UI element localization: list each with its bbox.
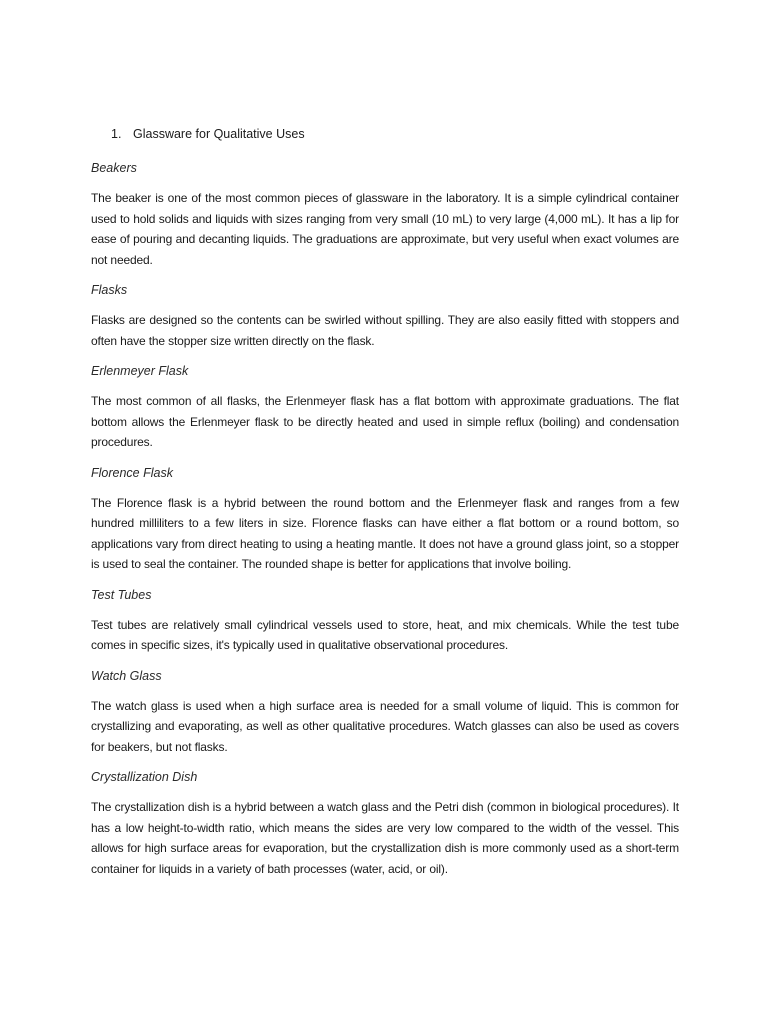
- paragraph-erlenmeyer-flask: The most common of all flasks, the Erlenmeyer flask has a flat bottom with approximate graduations. The flat bottom allows the Erlenmeyer flask to be directly heated and used in simple reflux (boiling) and condensation procedures.: [91, 394, 679, 449]
- subheading-erlenmeyer-flask: Erlenmeyer Flask: [91, 364, 189, 378]
- paragraph-test-tubes: Test tubes are relatively small cylindrical vessels used to store, heat, and mix chemicals. While the test tube comes in specific sizes, it's typically used in qualitative observational procedures.: [91, 617, 679, 652]
- section-watch-glass: [91, 668, 679, 758]
- paragraph-crystallization-dish: The crystallization dish is a hybrid between a watch glass and the Petri dish (common in biological procedures). It has a low height-to-width ratio, which means the sides are very low compared to the width of the vessel. This allows for high surface areas for evaporation, but the crystallization dish is more commonly used as a short-term container for liquids in a variety of bath processes (water, acid, or oil).: [91, 800, 679, 876]
- heading-title: Glassware for Qualitative Uses: [133, 127, 305, 141]
- section-test-tubes: [91, 587, 679, 656]
- subheading-florence-flask: Florence Flask: [91, 465, 173, 480]
- paragraph-beakers: The beaker is one of the most common pieces of glassware in the laboratory. It is a simple cylindrical container used to hold solids and liquids with sizes ranging from very small (10 mL) to very large (4,000 mL). It has a lip for ease of pouring and decanting liquids. The graduations are approximate, but very useful when exact volumes are not needed.: [91, 191, 679, 267]
- subheading-crystallization-dish: Crystallization Dish: [91, 770, 198, 784]
- paragraph-watch-glass: The watch glass is used when a high surface area is needed for a small volume of liquid. This is common for crystallizing and evaporating, as well as other qualitative procedures. Watch glasses can also be used as covers for beakers, but not flasks.: [91, 698, 679, 754]
- section-heading: [91, 126, 679, 142]
- paragraph-florence-flask: The Florence flask is a hybrid between the round bottom and the Erlenmeyer flask and ranges from a few hundred milliliters to a few liters in size. Florence flasks can have either a flat bottom or a round bottom, so applications vary from direct heating to using a heating mantle. It does not have a ground glass joint, so a stopper is used to seal the container. The rounded shape is better for applications that involve boiling.: [91, 495, 679, 571]
- subheading-test-tubes: Test Tubes: [91, 587, 152, 602]
- paragraph-flasks: Flasks are designed so the contents can be swirled without spilling. They are also easily fitted with stoppers and often have the stopper size written directly on the flask.: [91, 313, 679, 348]
- document-page: [91, 126, 679, 891]
- subheading-flasks: Flasks: [91, 283, 128, 297]
- heading-number: 1.: [111, 127, 122, 141]
- subheading-watch-glass: Watch Glass: [91, 668, 162, 683]
- subheading-beakers: Beakers: [91, 161, 137, 175]
- section-crystallization-dish: [91, 769, 679, 879]
- section-erlenmeyer-flask: [91, 363, 679, 453]
- section-beakers: [91, 160, 679, 270]
- section-florence-flask: [91, 465, 679, 575]
- section-flasks: [91, 282, 679, 351]
